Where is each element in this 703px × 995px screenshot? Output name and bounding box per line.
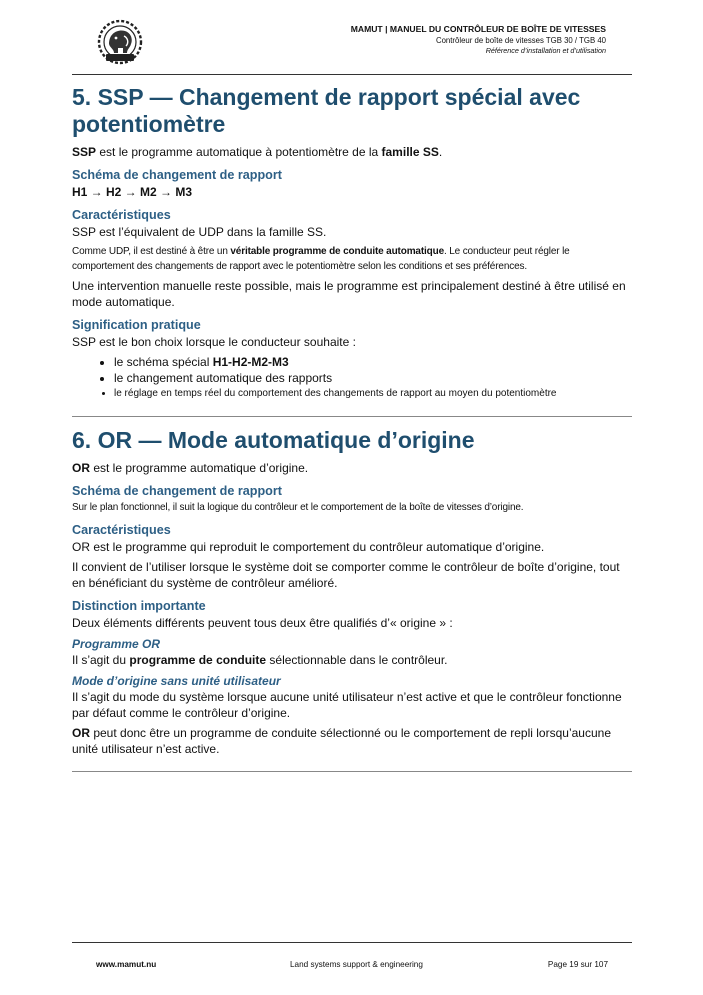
prog-bold: programme de conduite (129, 653, 267, 667)
section-6-intro-text: est le programme automatique d’origine. (90, 461, 309, 475)
section-6-schema-heading: Schéma de changement de rapport (72, 484, 282, 498)
section-5-characteristics-p1: SSP est l’équivalent de UDP dans la famille SS. (72, 225, 327, 239)
section-6-distinction-heading: Distinction importante (72, 599, 206, 613)
mode-origine-text: Il s’agit du mode du système lorsque aucune unité utilisateur n’est active et que le contrôleur fonctionne par défaut comme le contrôleur d’origine. (72, 690, 622, 720)
final-or-bold: OR (72, 726, 90, 740)
section-5-title: 5. SSP — Changement de rapport spécial avec potentiomètre (72, 84, 581, 137)
footer-tagline: Land systems support & engineering (290, 960, 423, 969)
section-divider (72, 416, 632, 417)
header-subtitle: Contrôleur de boîte de vitesses TGB 30 / TGB 40 (435, 36, 606, 45)
section-6-characteristics-p1: OR est le programme qui reproduit le comportement du contrôleur automatique d’origine. (72, 540, 545, 554)
section-5-intro (72, 144, 632, 160)
prog-text-start: Il s’agit du (72, 653, 130, 667)
list-item: • le changement automatique des rapports (114, 370, 632, 386)
section-5-characteristics-p2 (72, 244, 632, 274)
list-item (114, 354, 632, 370)
section-5-intro-text: est le programme automatique à potentiomètre de la (96, 145, 382, 159)
section-5-signification-heading: Signification pratique (72, 318, 201, 332)
famille-ss-bold: famille SS (381, 145, 439, 159)
page-content (72, 84, 632, 782)
final-text: peut donc être un programme de conduite sélectionné ou le comportement de repli lorsqu’aucune unité utilisateur n’est active. (72, 726, 611, 756)
footer-page-number: Page 19 sur 107 (547, 960, 608, 969)
section-6-title: 6. OR — Mode automatique d’origine (72, 427, 475, 453)
list-item: • le réglage en temps réel du comportement des changements de rapport au moyen du potentiomètre (114, 386, 632, 402)
programme-or-text (72, 652, 632, 668)
gear-sequence: H1 → H2 → M2 → M3 (72, 185, 193, 199)
mamut-logo-icon (94, 18, 146, 68)
section-6-distinction-intro: Deux éléments différents peuvent tous deux être qualifiés d’« origine » : (72, 616, 453, 630)
header-title: MAMUT | MANUEL DU CONTRÔLEUR DE BOÎTE DE VITESSES (350, 24, 606, 34)
mode-origine-heading: Mode d’origine sans unité utilisateur (72, 674, 281, 688)
header-subtitle-italic: Référence d’installation et d’utilisation (485, 46, 606, 55)
section-divider-bottom (72, 771, 632, 772)
section-5-schema-heading: Schéma de changement de rapport (72, 168, 282, 182)
section-6-characteristics-p2: Il convient de l’utiliser lorsque le système doit se comporter comme le contrôleur de boîte d’origine, tout en bénéficiant du système de contrôleur amélioré. (72, 560, 620, 590)
bullet-1-bold: H1-H2-M2-M3 (212, 355, 289, 369)
header-text-block (351, 24, 606, 55)
page-footer (72, 942, 632, 983)
bullet-1-text: le schéma spécial (114, 355, 213, 369)
programme-or-heading: Programme OR (72, 637, 161, 651)
prog-text-end: sélectionnable dans le contrôleur. (266, 653, 448, 667)
or-bold: OR (72, 461, 90, 475)
footer-website: www.mamut.nu (96, 960, 157, 969)
section-6-intro (72, 460, 632, 476)
section-6-final (72, 725, 632, 757)
car-p2-bold: véritable programme de conduite automatique (230, 246, 444, 257)
section-5-characteristics-p3: Une intervention manuelle reste possible, mais le programme est principalement destiné à être utilisé en mode automatique. (72, 279, 626, 309)
ssp-bold: SSP (72, 145, 97, 159)
car-p2-start: Comme UDP, il est destiné à être un (72, 246, 231, 257)
section-5-schema-text (72, 184, 632, 200)
section-5-bullet-list (72, 354, 632, 402)
car-p2-end: . Le conducteur peut régler le comportement des changements de rapport avec le potentiomètre selon les conditions et ses préférences. (72, 246, 570, 272)
section-6-characteristics-heading: Caractéristiques (72, 523, 171, 537)
section-5-characteristics-heading: Caractéristiques (72, 208, 171, 222)
page-header (72, 18, 632, 75)
section-5-signification-intro: SSP est le bon choix lorsque le conducteur souhaite : (72, 335, 356, 349)
section-6-schema-text: Sur le plan fonctionnel, il suit la logique du contrôleur et le comportement de la boîte de vitesses d’origine. (72, 502, 524, 513)
section-5-intro-end: . (438, 145, 443, 159)
